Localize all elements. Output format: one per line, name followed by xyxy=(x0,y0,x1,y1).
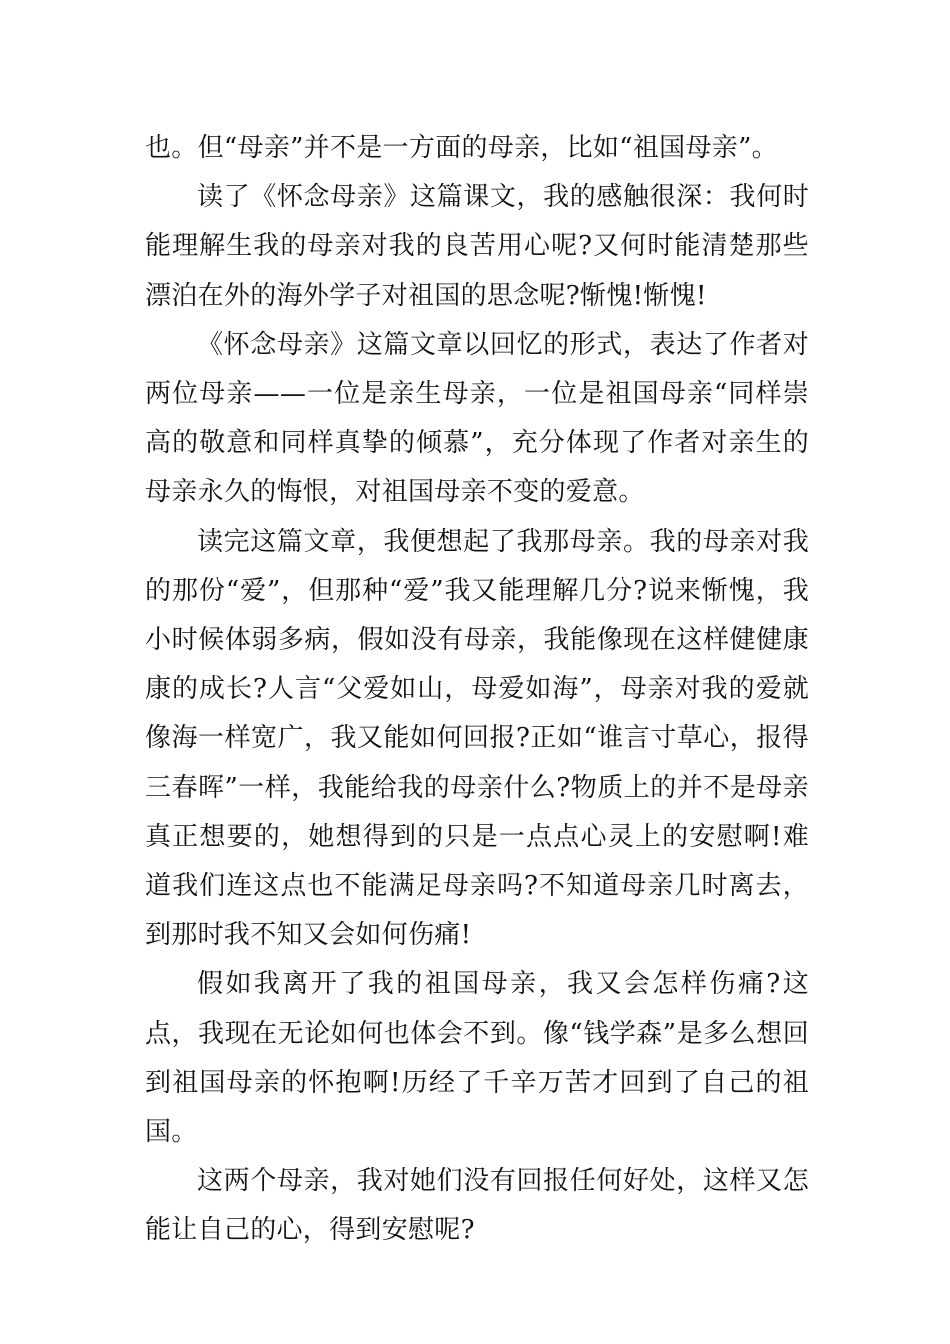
paragraph: 《怀念母亲》这篇文章以回忆的形式，表达了作者对两位母亲——一位是亲生母亲，一位是祖国母亲“同样崇高的敬意和同样真挚的倾慕”，充分体现了作者对亲生的母亲永久的悔恨，对祖国母亲不变的爱意。 xyxy=(145,329,809,508)
paragraph: 读了《怀念母亲》这篇课文，我的感触很深：我何时能理解生我的母亲对我的良苦用心呢?又何时能清楚那些漂泊在外的海外学子对祖国的思念呢?惭愧!惭愧! xyxy=(145,182,809,311)
paragraph: 这两个母亲，我对她们没有回报任何好处，这样又怎能让自己的心，得到安慰呢? xyxy=(145,1166,809,1246)
paragraph-continuation: 也。但“母亲”并不是一方面的母亲，比如“祖国母亲”。 xyxy=(145,133,778,163)
paragraph: 读完这篇文章，我便想起了我那母亲。我的母亲对我的那份“爱”，但那种“爱”我又能理解几分?说来惭愧，我小时候体弱多病，假如没有母亲，我能像现在这样健健康康的成长?人言“父爱如山，母爱如海”，母亲对我的爱就像海一样宽广，我又能如何回报?正如“谁言寸草心，报得三春晖”一样，我能给我的母亲什么?物质上的并不是母亲真正想要的，她想得到的只是一点点心灵上的安慰啊!难道我们连这点也不能满足母亲吗?不知道母亲几时离去，到那时我不知又会如何伤痛! xyxy=(145,526,809,951)
document-body xyxy=(145,124,809,1256)
paragraph: 假如我离开了我的祖国母亲，我又会怎样伤痛?这点，我现在无论如何也体会不到。像“钱学森”是多么想回到祖国母亲的怀抱啊!历经了千辛万苦才回到了自己的祖国。 xyxy=(145,969,809,1148)
